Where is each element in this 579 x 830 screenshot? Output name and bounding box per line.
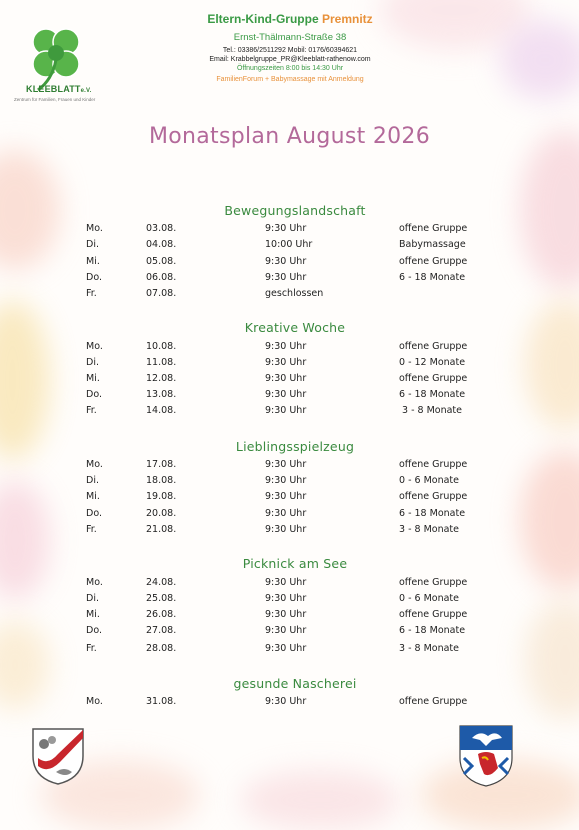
section-title: Lieblingsspielzeug xyxy=(235,439,355,454)
schedule-row: Di. 18.08. 9:30 Uhr 0 - 6 Monate xyxy=(86,475,459,486)
schedule-row: Di. 11.08. 9:30 Uhr 0 - 12 Monate xyxy=(86,357,466,368)
opening-hours: Öffnungszeiten 8:00 bis 14:30 Uhr xyxy=(236,65,344,72)
schedule-row: Mi. 26.08. 9:30 Uhr offene Gruppe xyxy=(86,609,468,620)
schedule-row: Mo. 03.08. 9:30 Uhr offene Gruppe xyxy=(86,223,468,234)
phone-line: Tel.: 03386/2511292 Mobil: 0176/60394621 xyxy=(222,47,358,54)
page-title: Monatsplan August 2026 xyxy=(148,124,431,149)
schedule-row: Do. 27.08. 9:30 Uhr 6 - 18 Monate xyxy=(86,625,466,636)
schedule-row: Mo. 31.08. 9:30 Uhr offene Gruppe xyxy=(86,696,468,707)
schedule-row: Fr. 14.08. 9:30 Uhr 3 - 8 Monate xyxy=(86,405,462,416)
logo-tagline: Zentrum für Familien, Frauen und Kinder xyxy=(14,97,96,102)
schedule-row: Di. 04.08. 10:00 Uhr Babymassage xyxy=(86,239,466,250)
section-title: Picknick am See xyxy=(242,556,348,571)
schedule-row: Fr. 21.08. 9:30 Uhr 3 - 8 Monate xyxy=(86,524,459,535)
section-title: Bewegungslandschaft xyxy=(224,203,366,218)
schedule-row: Do. 06.08. 9:30 Uhr 6 - 18 Monate xyxy=(86,272,466,283)
schedule-row: Di. 25.08. 9:30 Uhr 0 - 6 Monate xyxy=(86,593,459,604)
section-title: Kreative Woche xyxy=(244,320,346,335)
schedule-row: Mo. 10.08. 9:30 Uhr offene Gruppe xyxy=(86,341,468,352)
schedule-row: Fr. 07.08. geschlossen xyxy=(86,288,324,299)
schedule-row: Mi. 05.08. 9:30 Uhr offene Gruppe xyxy=(86,256,468,267)
group-name: Eltern-Kind-Gruppe Premnitz xyxy=(207,12,373,26)
schedule-row: Mo. 24.08. 9:30 Uhr offene Gruppe xyxy=(86,577,468,588)
logo-wordmark: KLEEBLATTe.V. xyxy=(26,84,92,94)
forum-note: FamilienForum + Babymassage mit Anmeldung xyxy=(216,76,364,83)
schedule-row: Mi. 12.08. 9:30 Uhr offene Gruppe xyxy=(86,373,468,384)
section-title: gesunde Nascherei xyxy=(233,676,357,691)
havelland-coat-of-arms-icon xyxy=(458,724,514,788)
schedule-row: Fr. 28.08. 9:30 Uhr 3 - 8 Monate xyxy=(86,643,459,654)
schedule-row: Do. 20.08. 9:30 Uhr 6 - 18 Monate xyxy=(86,508,466,519)
email-line: Email: Krabbelgruppe_PR@Kleeblatt-rathenow.com xyxy=(209,56,371,63)
letterhead xyxy=(150,12,430,83)
premnitz-coat-of-arms-icon xyxy=(30,726,86,786)
schedule-row: Mi. 19.08. 9:30 Uhr offene Gruppe xyxy=(86,491,468,502)
schedule-row: Do. 13.08. 9:30 Uhr 6 - 18 Monate xyxy=(86,389,466,400)
address: Ernst-Thälmann-Straße 38 xyxy=(233,32,347,43)
schedule-row: Mo. 17.08. 9:30 Uhr offene Gruppe xyxy=(86,459,468,470)
